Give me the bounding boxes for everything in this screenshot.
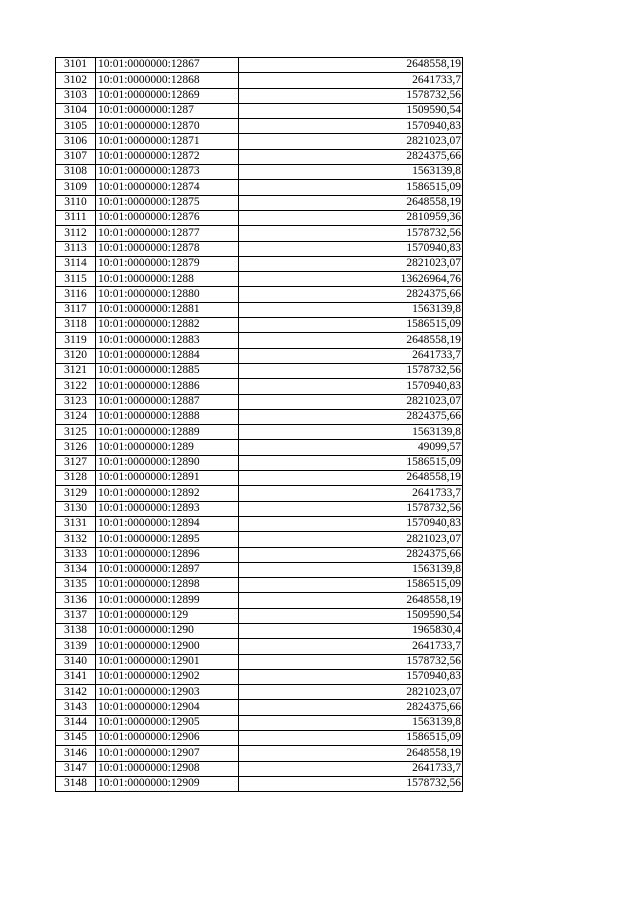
cadastral-number-cell: 10:01:0000000:12909 (96, 776, 239, 791)
cadastral-value-cell: 1578732,56 (239, 654, 463, 669)
cadastral-number-cell: 10:01:0000000:12877 (96, 226, 239, 241)
cadastral-value-cell: 2824375,66 (239, 287, 463, 302)
table-row (56, 226, 463, 241)
row-number-cell: 3147 (56, 761, 96, 776)
cadastral-value-cell: 13626964,76 (239, 272, 463, 287)
table-row (56, 409, 463, 424)
cadastral-number-cell: 10:01:0000000:12880 (96, 287, 239, 302)
cadastral-value-table (55, 57, 463, 792)
cadastral-number-cell: 10:01:0000000:12894 (96, 516, 239, 531)
cadastral-value-cell: 2641733,7 (239, 639, 463, 654)
table-row (56, 761, 463, 776)
table-row (56, 58, 463, 73)
cadastral-number-cell: 10:01:0000000:12871 (96, 134, 239, 149)
table-row (56, 180, 463, 195)
table-row (56, 623, 463, 638)
table-row (56, 669, 463, 684)
cadastral-number-cell: 10:01:0000000:12900 (96, 639, 239, 654)
cadastral-value-cell: 2821023,07 (239, 685, 463, 700)
cadastral-value-cell: 2824375,66 (239, 700, 463, 715)
table-row (56, 119, 463, 134)
table-row (56, 348, 463, 363)
row-number-cell: 3124 (56, 409, 96, 424)
cadastral-value-cell: 1578732,56 (239, 501, 463, 516)
row-number-cell: 3129 (56, 486, 96, 501)
table-row (56, 486, 463, 501)
table-row (56, 256, 463, 271)
cadastral-value-cell: 2810959,36 (239, 210, 463, 225)
cadastral-number-cell: 10:01:0000000:12873 (96, 165, 239, 180)
cadastral-number-cell: 10:01:0000000:12907 (96, 746, 239, 761)
cadastral-value-cell: 1578732,56 (239, 88, 463, 103)
row-number-cell: 3135 (56, 578, 96, 593)
cadastral-value-cell: 2641733,7 (239, 73, 463, 88)
cadastral-number-cell: 10:01:0000000:12902 (96, 669, 239, 684)
cadastral-value-cell: 2641733,7 (239, 486, 463, 501)
cadastral-value-cell: 1570940,83 (239, 379, 463, 394)
row-number-cell: 3109 (56, 180, 96, 195)
cadastral-value-cell: 1586515,09 (239, 731, 463, 746)
cadastral-value-cell: 1586515,09 (239, 318, 463, 333)
table-row (56, 685, 463, 700)
row-number-cell: 3123 (56, 394, 96, 409)
cadastral-number-cell: 10:01:0000000:12870 (96, 119, 239, 134)
row-number-cell: 3117 (56, 302, 96, 317)
cadastral-value-cell: 1570940,83 (239, 516, 463, 531)
cadastral-number-cell: 10:01:0000000:12869 (96, 88, 239, 103)
cadastral-number-cell: 10:01:0000000:12882 (96, 318, 239, 333)
row-number-cell: 3122 (56, 379, 96, 394)
cadastral-value-cell: 2641733,7 (239, 761, 463, 776)
cadastral-value-cell: 2648558,19 (239, 746, 463, 761)
table-row (56, 272, 463, 287)
cadastral-number-cell: 10:01:0000000:12867 (96, 58, 239, 73)
cadastral-number-cell: 10:01:0000000:12889 (96, 425, 239, 440)
cadastral-number-cell: 10:01:0000000:12868 (96, 73, 239, 88)
row-number-cell: 3125 (56, 425, 96, 440)
row-number-cell: 3140 (56, 654, 96, 669)
cadastral-number-cell: 10:01:0000000:12896 (96, 547, 239, 562)
row-number-cell: 3103 (56, 88, 96, 103)
row-number-cell: 3107 (56, 149, 96, 164)
row-number-cell: 3114 (56, 256, 96, 271)
row-number-cell: 3141 (56, 669, 96, 684)
cadastral-value-cell: 2821023,07 (239, 134, 463, 149)
row-number-cell: 3116 (56, 287, 96, 302)
table-body (56, 58, 463, 792)
cadastral-value-cell: 1563139,8 (239, 562, 463, 577)
row-number-cell: 3132 (56, 532, 96, 547)
cadastral-number-cell: 10:01:0000000:12897 (96, 562, 239, 577)
cadastral-number-cell: 10:01:0000000:12898 (96, 578, 239, 593)
table-row (56, 516, 463, 531)
cadastral-value-cell: 2648558,19 (239, 333, 463, 348)
row-number-cell: 3146 (56, 746, 96, 761)
cadastral-number-cell: 10:01:0000000:12874 (96, 180, 239, 195)
cadastral-number-cell: 10:01:0000000:12905 (96, 715, 239, 730)
cadastral-value-cell: 1586515,09 (239, 180, 463, 195)
table-row (56, 654, 463, 669)
cadastral-number-cell: 10:01:0000000:1290 (96, 623, 239, 638)
table-row (56, 149, 463, 164)
cadastral-value-cell: 2821023,07 (239, 532, 463, 547)
cadastral-number-cell: 10:01:0000000:12881 (96, 302, 239, 317)
row-number-cell: 3121 (56, 363, 96, 378)
cadastral-value-cell: 2648558,19 (239, 593, 463, 608)
cadastral-number-cell: 10:01:0000000:1289 (96, 440, 239, 455)
table-row (56, 88, 463, 103)
table-row (56, 562, 463, 577)
cadastral-number-cell: 10:01:0000000:12878 (96, 241, 239, 256)
table-row (56, 608, 463, 623)
row-number-cell: 3133 (56, 547, 96, 562)
cadastral-number-cell: 10:01:0000000:12904 (96, 700, 239, 715)
cadastral-value-cell: 1509590,54 (239, 103, 463, 118)
cadastral-number-cell: 10:01:0000000:12888 (96, 409, 239, 424)
cadastral-value-cell: 2648558,19 (239, 195, 463, 210)
cadastral-number-cell: 10:01:0000000:12875 (96, 195, 239, 210)
row-number-cell: 3126 (56, 440, 96, 455)
cadastral-value-cell: 2824375,66 (239, 547, 463, 562)
row-number-cell: 3136 (56, 593, 96, 608)
row-number-cell: 3104 (56, 103, 96, 118)
table-row (56, 210, 463, 225)
cadastral-number-cell: 10:01:0000000:12906 (96, 731, 239, 746)
table-row (56, 394, 463, 409)
cadastral-value-cell: 1570940,83 (239, 669, 463, 684)
cadastral-number-cell: 10:01:0000000:1288 (96, 272, 239, 287)
row-number-cell: 3106 (56, 134, 96, 149)
table-row (56, 73, 463, 88)
cadastral-number-cell: 10:01:0000000:12890 (96, 455, 239, 470)
cadastral-value-cell: 2648558,19 (239, 471, 463, 486)
cadastral-number-cell: 10:01:0000000:12901 (96, 654, 239, 669)
row-number-cell: 3139 (56, 639, 96, 654)
cadastral-value-cell: 2824375,66 (239, 149, 463, 164)
row-number-cell: 3105 (56, 119, 96, 134)
cadastral-value-cell: 1586515,09 (239, 455, 463, 470)
table-row (56, 593, 463, 608)
cadastral-value-cell: 2641733,7 (239, 348, 463, 363)
cadastral-number-cell: 10:01:0000000:12892 (96, 486, 239, 501)
row-number-cell: 3127 (56, 455, 96, 470)
row-number-cell: 3131 (56, 516, 96, 531)
table-row (56, 700, 463, 715)
cadastral-value-cell: 1570940,83 (239, 241, 463, 256)
row-number-cell: 3128 (56, 471, 96, 486)
row-number-cell: 3145 (56, 731, 96, 746)
cadastral-number-cell: 10:01:0000000:12895 (96, 532, 239, 547)
cadastral-value-cell: 1965830,4 (239, 623, 463, 638)
cadastral-value-cell: 1570940,83 (239, 119, 463, 134)
row-number-cell: 3118 (56, 318, 96, 333)
table-row (56, 440, 463, 455)
cadastral-value-cell: 2824375,66 (239, 409, 463, 424)
table-row (56, 195, 463, 210)
cadastral-number-cell: 10:01:0000000:12876 (96, 210, 239, 225)
cadastral-number-cell: 10:01:0000000:129 (96, 608, 239, 623)
cadastral-number-cell: 10:01:0000000:12886 (96, 379, 239, 394)
row-number-cell: 3144 (56, 715, 96, 730)
row-number-cell: 3148 (56, 776, 96, 791)
cadastral-number-cell: 10:01:0000000:12872 (96, 149, 239, 164)
cadastral-value-cell: 49099,57 (239, 440, 463, 455)
cadastral-value-cell: 2821023,07 (239, 256, 463, 271)
cadastral-value-cell: 1578732,56 (239, 363, 463, 378)
table-row (56, 103, 463, 118)
table-row (56, 333, 463, 348)
table-row (56, 471, 463, 486)
cadastral-number-cell: 10:01:0000000:12887 (96, 394, 239, 409)
table-row (56, 547, 463, 562)
table-row (56, 501, 463, 516)
row-number-cell: 3110 (56, 195, 96, 210)
cadastral-number-cell: 10:01:0000000:1287 (96, 103, 239, 118)
table-row (56, 455, 463, 470)
cadastral-number-cell: 10:01:0000000:12891 (96, 471, 239, 486)
row-number-cell: 3111 (56, 210, 96, 225)
table-row (56, 578, 463, 593)
cadastral-value-cell: 1578732,56 (239, 226, 463, 241)
row-number-cell: 3134 (56, 562, 96, 577)
row-number-cell: 3112 (56, 226, 96, 241)
table-row (56, 532, 463, 547)
table-row (56, 731, 463, 746)
cadastral-value-cell: 1563139,8 (239, 715, 463, 730)
table-row (56, 241, 463, 256)
table-row (56, 165, 463, 180)
cadastral-number-cell: 10:01:0000000:12899 (96, 593, 239, 608)
row-number-cell: 3120 (56, 348, 96, 363)
cadastral-value-cell: 1563139,8 (239, 425, 463, 440)
row-number-cell: 3142 (56, 685, 96, 700)
table-row (56, 379, 463, 394)
row-number-cell: 3143 (56, 700, 96, 715)
table-row (56, 134, 463, 149)
cadastral-number-cell: 10:01:0000000:12903 (96, 685, 239, 700)
cadastral-value-cell: 1563139,8 (239, 165, 463, 180)
table-row (56, 302, 463, 317)
row-number-cell: 3137 (56, 608, 96, 623)
row-number-cell: 3115 (56, 272, 96, 287)
cadastral-number-cell: 10:01:0000000:12883 (96, 333, 239, 348)
row-number-cell: 3130 (56, 501, 96, 516)
cadastral-value-cell: 2648558,19 (239, 58, 463, 73)
cadastral-value-cell: 1586515,09 (239, 578, 463, 593)
cadastral-number-cell: 10:01:0000000:12908 (96, 761, 239, 776)
table-row (56, 746, 463, 761)
table-row (56, 318, 463, 333)
table-row (56, 363, 463, 378)
table-row (56, 715, 463, 730)
row-number-cell: 3113 (56, 241, 96, 256)
row-number-cell: 3119 (56, 333, 96, 348)
row-number-cell: 3102 (56, 73, 96, 88)
cadastral-value-cell: 2821023,07 (239, 394, 463, 409)
cadastral-number-cell: 10:01:0000000:12885 (96, 363, 239, 378)
row-number-cell: 3138 (56, 623, 96, 638)
table-row (56, 776, 463, 791)
table-row (56, 287, 463, 302)
row-number-cell: 3108 (56, 165, 96, 180)
table-row (56, 425, 463, 440)
table-row (56, 639, 463, 654)
cadastral-number-cell: 10:01:0000000:12893 (96, 501, 239, 516)
row-number-cell: 3101 (56, 58, 96, 73)
cadastral-value-cell: 1578732,56 (239, 776, 463, 791)
cadastral-value-cell: 1509590,54 (239, 608, 463, 623)
cadastral-number-cell: 10:01:0000000:12879 (96, 256, 239, 271)
cadastral-value-cell: 1563139,8 (239, 302, 463, 317)
cadastral-number-cell: 10:01:0000000:12884 (96, 348, 239, 363)
